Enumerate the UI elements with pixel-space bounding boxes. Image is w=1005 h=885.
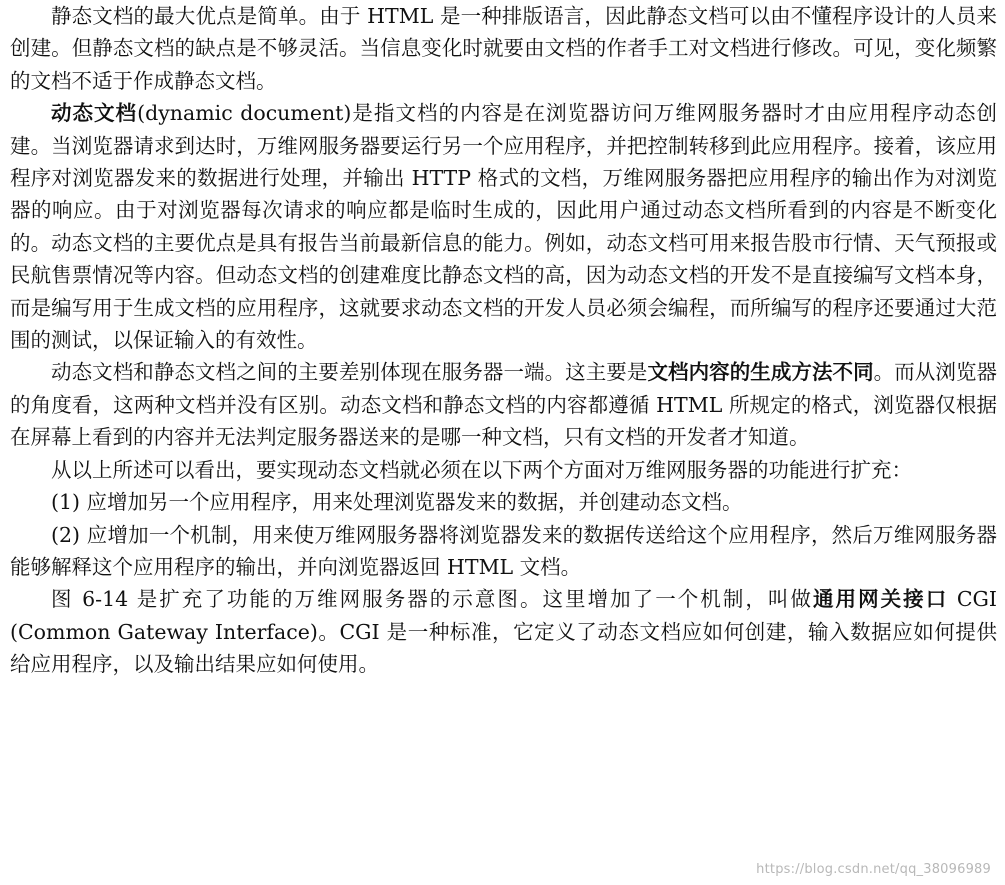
paragraph-3-text-a: 动态文档和静态文档之间的主要差别体现在服务器一端。这主要是 [51,360,648,385]
paragraph-7-text-a: 图 6-14 是扩充了功能的万维网服务器的示意图。这里增加了一个机制，叫做 [51,587,814,612]
paragraph-dynamic-document [10,97,997,356]
list-item-1-text: (1) 应增加另一个应用程序，用来处理浏览器发来的数据，并创建动态文档。 [51,490,743,515]
paragraph-3-text-b: 。而从浏览器的角度看，这两种文档并没有区别。动态文档和静态文档的内容都遵循 HTML 所规定的格式，浏览器仅根据在屏幕上看到的内容并无法判定服务器送来的是哪一种文档，只有文档的开发者才知道。 [10,360,998,450]
document-body [10,0,997,681]
list-item-2-text: (2) 应增加一个机制，用来使万维网服务器将浏览器发来的数据传送给这个应用程序，然后万维网服务器能够解释这个应用程序的输出，并向浏览器返回 HTML 文档。 [10,522,997,579]
term-cgi: 通用网关接口 [813,587,949,612]
list-item-1 [10,486,997,518]
paragraph-extension-intro [10,454,997,486]
paragraph-static-document [10,0,997,97]
paragraph-1-text: 静态文档的最大优点是简单。由于 HTML 是一种排版语言，因此静态文档可以由不懂程序设计的人员来创建。但静态文档的缺点是不够灵活。当信息变化时就要由文档的作者手工对文档进行修改。可见，变化频繁的文档不适于作成静态文档。 [10,4,997,93]
term-dynamic-document: 动态文档 [51,101,138,126]
list-item-2 [10,519,997,584]
paragraph-difference [10,356,997,453]
paragraph-2-text: (dynamic document)是指文档的内容是在浏览器访问万维网服务器时才由应用程序动态创建。当浏览器请求到达时，万维网服务器要运行另一个应用程序，并把控制转移到此应用程序。接着，该应用程序对浏览器发来的数据进行处理，并输出 HTTP 格式的文档，万维网服务器把应用程序的输出作为对浏览器的响应。由于对浏览器每次请求的响应都是临时生成的，因此用户通过动态文档所看到的内容是不断变化的。动态文档的主要优点是具有报告当前最新信息的能力。例如，动态文档可用来报告股市行情、天气预报或民航售票情况等内容。但动态文档的创建难度比静态文档的高，因为动态文档的开发不是直接编写文档本身，而是编写用于生成文档的应用程序，这就要求动态文档的开发人员必须会编程，而所编写的程序还要通过大范围的测试，以保证输入的有效性。 [10,101,998,353]
paragraph-4-text: 从以上所述可以看出，要实现动态文档就必须在以下两个方面对万维网服务器的功能进行扩充： [51,457,912,482]
term-content-generation: 文档内容的生成方法不同 [647,360,874,385]
watermark-text: https://blog.csdn.net/qq_38096989 [756,862,991,877]
paragraph-cgi [10,583,997,680]
paragraph-7-text-b: CGI (Common Gateway Interface)。CGI 是一种标准，它定义了动态文档应如何创建，输入数据应如何提供给应用程序，以及输出结果应如何使用。 [10,587,997,677]
